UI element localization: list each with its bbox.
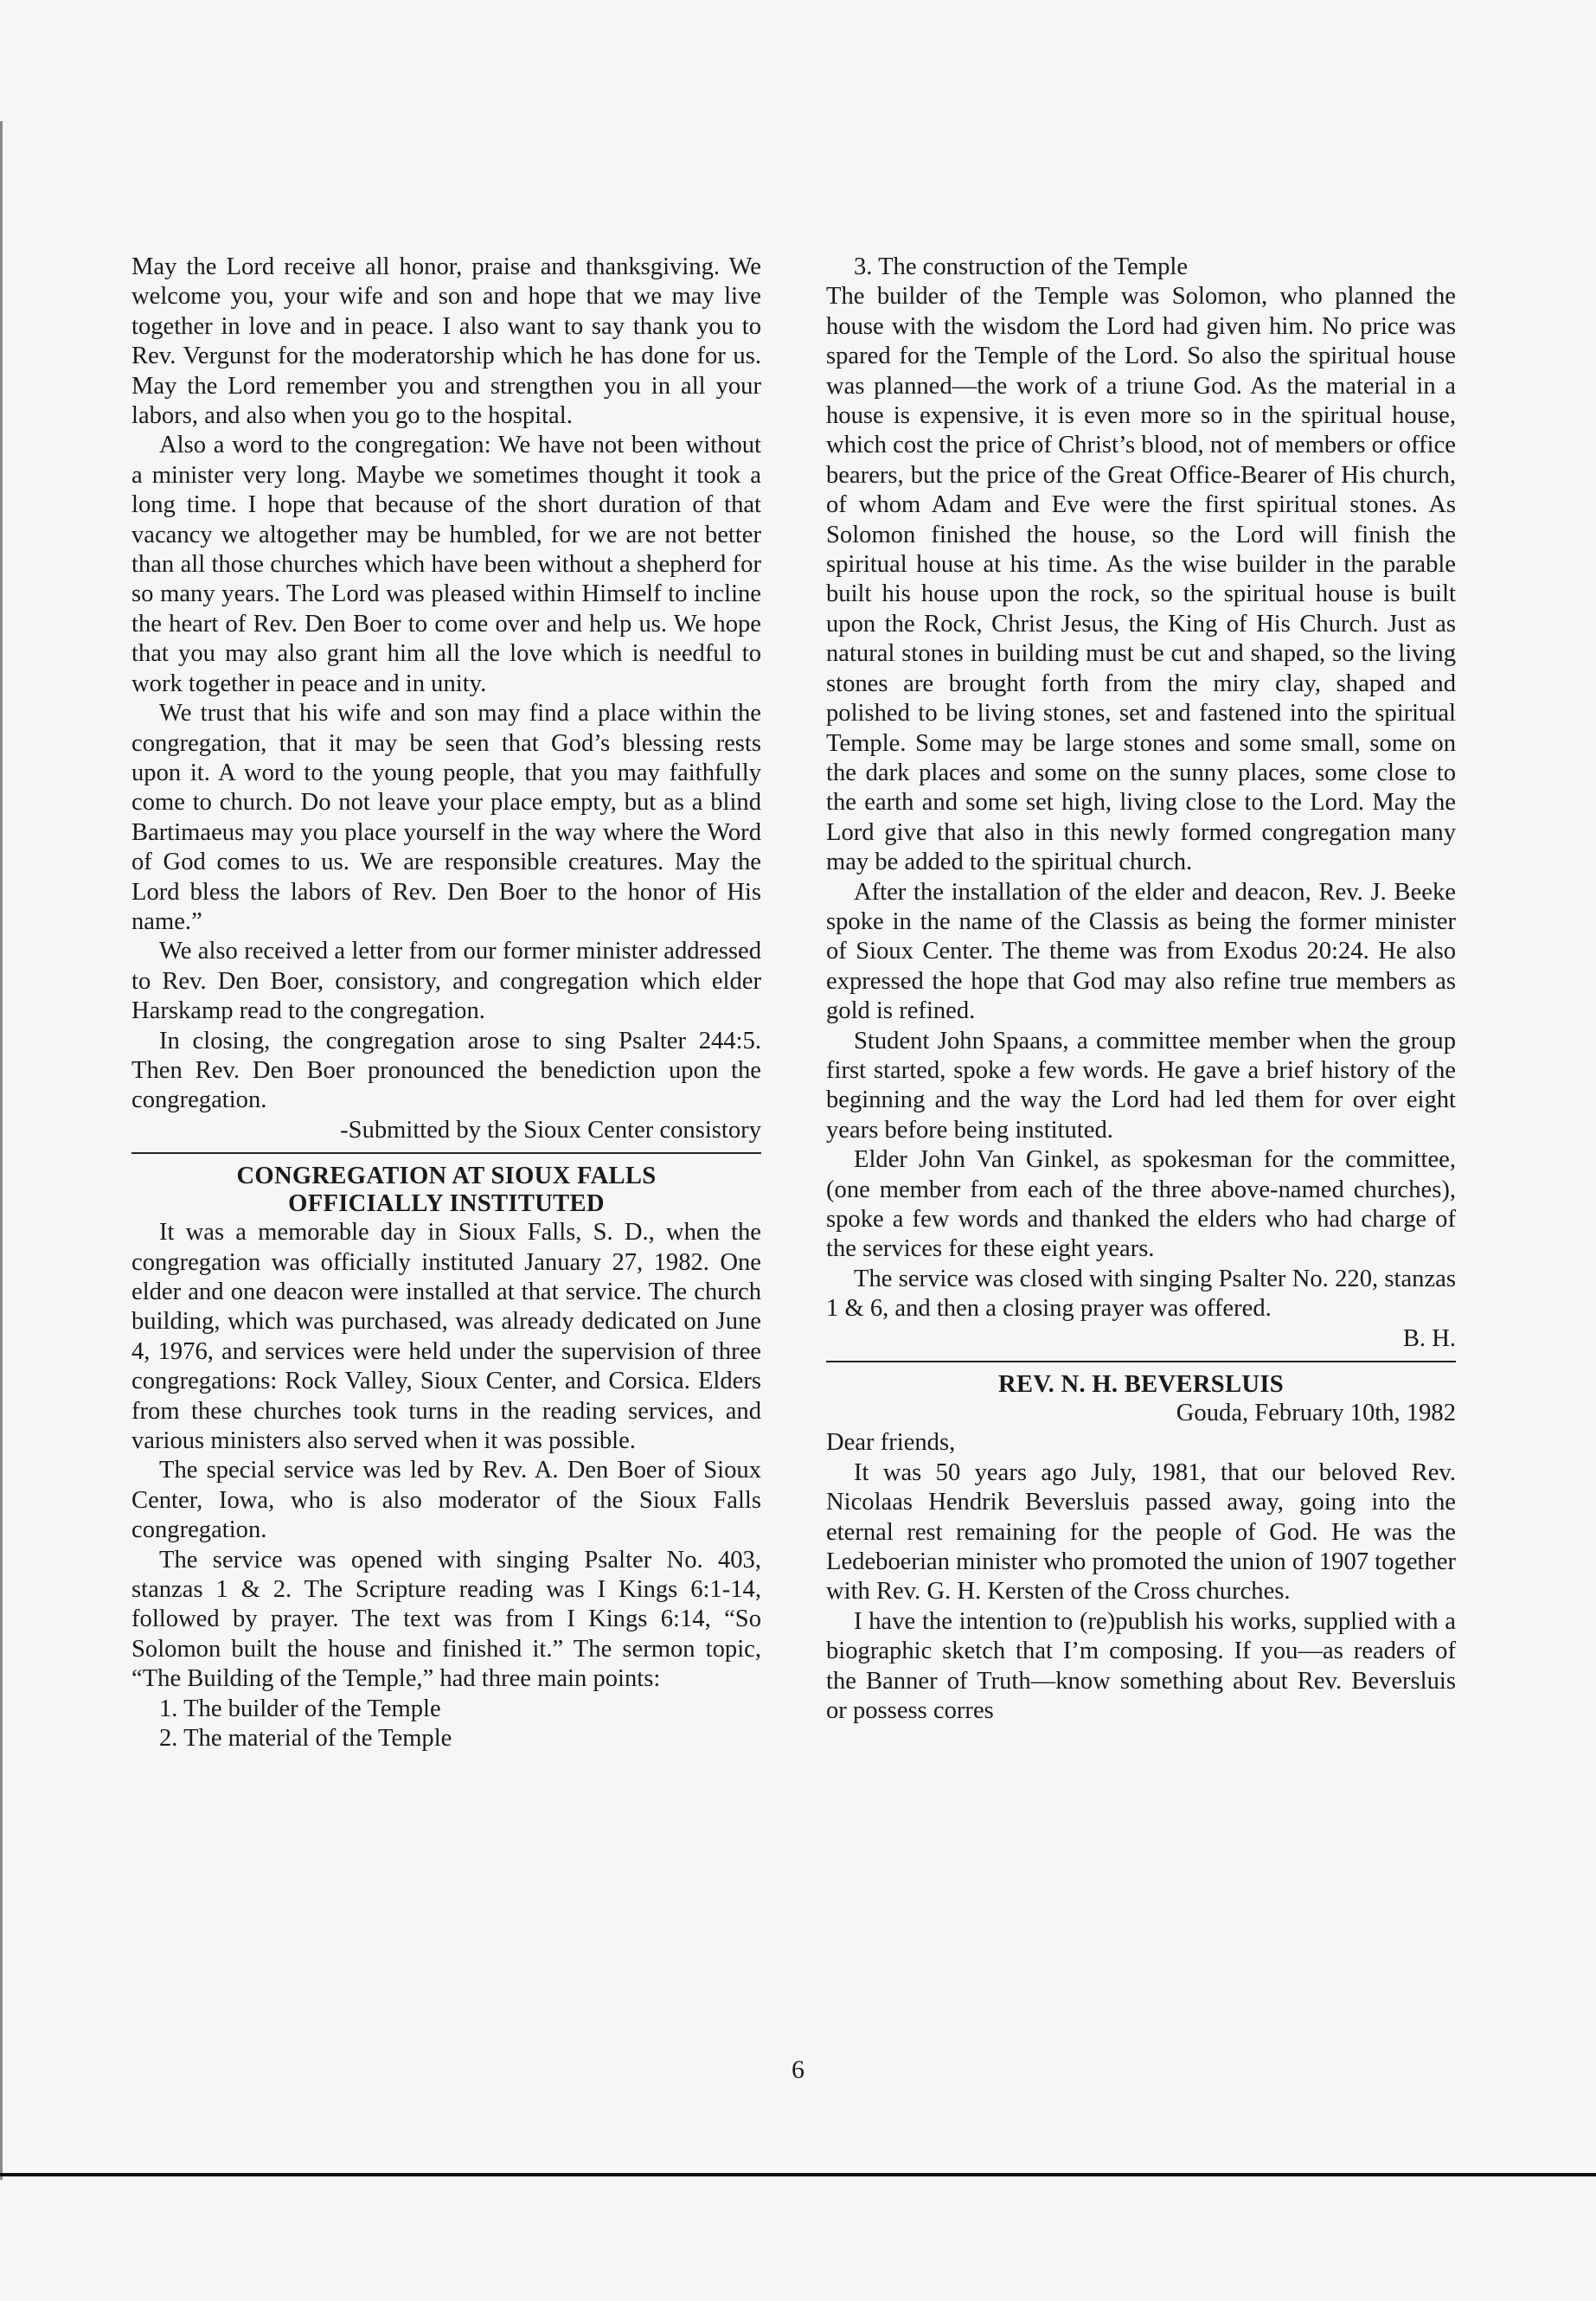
article-heading: REV. N. H. BEVERSLUIS xyxy=(998,1371,1284,1399)
scan-bottom-edge xyxy=(0,2173,1596,2176)
paragraph: The service was opened with singing Psalter No. 403, stanzas 1 & 2. The Scripture reading was I Kings 6:1-14, followed by prayer. The text was from I Kings 6:14, “So Solomon built the house and finished it.” The sermon topic, “The Building of the Temple,” had three main points: xyxy=(131,1546,761,1693)
author-initials: B. H. xyxy=(1402,1324,1456,1352)
paragraph: We trust that his wife and son may find a place within the congregation, that it may be seen that God’s blessing rests upon it. A word to the young people, that you may faithfully come to church. Do not leave your place empty, but as a blind Bartimaeus may you place yourself in the way where the Word of God comes to us. We are responsible creatures. May the Lord bless the labors of Rev. Den Boer to the honor of His name.” xyxy=(131,700,761,935)
salutation: Dear friends, xyxy=(826,1429,956,1457)
paragraph: It was a memorable day in Sioux Falls, S. D., when the congregation was officially instituted January 27, 1982. One elder and one deacon were installed at that service. The church building, which was purchased, was already dedicated on June 4, 1976, and services were held under the supervision of three congregations: Rock Valley, Sioux Center, and Corsica. Elders from these churches took turns in the reading services, and various ministers also served when it was possible. xyxy=(131,1219,761,1455)
page-number: 6 xyxy=(792,2055,804,2084)
article-heading-line-2: OFFICIALLY INSTITUTED xyxy=(288,1190,605,1218)
left-column xyxy=(131,253,761,1754)
paragraph: Student John Spaans, a committee member when the group first started, spoke a few words. He gave a brief history of the beginning and the way the Lord had led them for over eight years before being instituted. xyxy=(826,1027,1456,1144)
list-item: 2. The material of the Temple xyxy=(159,1725,452,1753)
paragraph: The special service was led by Rev. A. Den Boer of Sioux Center, Iowa, who is also moderator of the Sioux Falls congregation. xyxy=(131,1457,761,1544)
paragraph: After the installation of the elder and deacon, Rev. J. Beeke spoke in the name of the Classis as being the former minister of Sioux Center. The theme was from Exodus 20:24. He also expressed the hope that God may also refine true members as gold is refined. xyxy=(826,878,1456,1025)
section-divider xyxy=(826,1361,1456,1362)
article-heading-line-1: CONGREGATION AT SIOUX FALLS xyxy=(236,1163,657,1190)
section-divider xyxy=(131,1152,761,1154)
paragraph: It was 50 years ago July, 1981, that our beloved Rev. Nicolaas Hendrik Beversluis passed away, going into the eternal rest remaining for the people of God. He was the Ledeboerian minister who promoted the union of 1907 together with Rev. G. H. Kersten of the Cross churches. xyxy=(826,1458,1456,1606)
paragraph: We also received a letter from our former minister addressed to Rev. Den Boer, consistory, and congregation which elder Harskamp read to the congregation. xyxy=(131,938,761,1025)
paragraph: I have the intention to (re)publish his works, supplied with a biographic sketch that I’m composing. If you—as readers of the Banner of Truth—know something about Rev. Beversluis or possess corres xyxy=(826,1607,1456,1725)
paragraph: Elder John Van Ginkel, as spokesman for the committee, (one member from each of the three above-named churches), spoke a few words and thanked the elders who had charge of the services for these eight years. xyxy=(826,1146,1456,1263)
paragraph: Also a word to the congregation: We have not been without a minister very long. Maybe we sometimes thought it took a long time. I hope that because of the short duration of that vacancy we altogether may be humbled, for we are not better than all those churches which have been without a shepherd for so many years. The Lord was pleased within Himself to incline the heart of Rev. Den Boer to come over and help us. We hope that you may also grant him all the love which is needful to work together in peace and in unity. xyxy=(131,432,761,697)
dateline: Gouda, February 10th, 1982 xyxy=(1176,1400,1456,1427)
right-column xyxy=(826,253,1456,1727)
submission-signature: -Submitted by the Sioux Center consistory xyxy=(340,1116,761,1144)
list-item: 3. The construction of the Temple xyxy=(854,253,1189,280)
paragraph: May the Lord receive all honor, praise and thanksgiving. We welcome you, your wife and son and hope that we may live together in love and in peace. I also want to say thank you to Rev. Vergunst for the moderatorship which he has done for us. May the Lord remember you and strengthen you in all your labors, and also when you go to the hospital. xyxy=(131,253,761,430)
paragraph: In closing, the congregation arose to sing Psalter 244:5. Then Rev. Den Boer pronounced the benediction upon the congregation. xyxy=(131,1027,761,1114)
scan-edge xyxy=(0,121,3,2180)
paragraph: The builder of the Temple was Solomon, who planned the house with the wisdom the Lord had given him. No price was spared for the Temple of the Lord. So also the spiritual house was planned—the work of a triune God. As the material in a house is expensive, it is even more so in the spiritual house, which cost the price of Christ’s blood, not of members or office bearers, but the price of the Great Office-Bearer of His church, of whom Adam and Eve were the first spiritual stones. As Solomon finished the house, so the Lord will finish the spiritual house at his time. As the wise builder in the parable built his house upon the rock, so the spiritual house is built upon the Rock, Christ Jesus, the King of His Church. Just as natural stones in building must be cut and shaped, so the living stones are brought forth from the miry clay, shaped and polished to be living stones, set and fastened into the spiritual Temple. Some may be large stones and some small, some on the dark places and some on the sunny places, some close to the earth and some set high, living close to the Lord. May the Lord give that also in this newly formed congregation many may be added to the spiritual church. xyxy=(826,283,1456,876)
paragraph: The service was closed with singing Psalter No. 220, stanzas 1 & 6, and then a closing prayer was offered. xyxy=(826,1265,1456,1323)
list-item: 1. The builder of the Temple xyxy=(159,1695,441,1722)
